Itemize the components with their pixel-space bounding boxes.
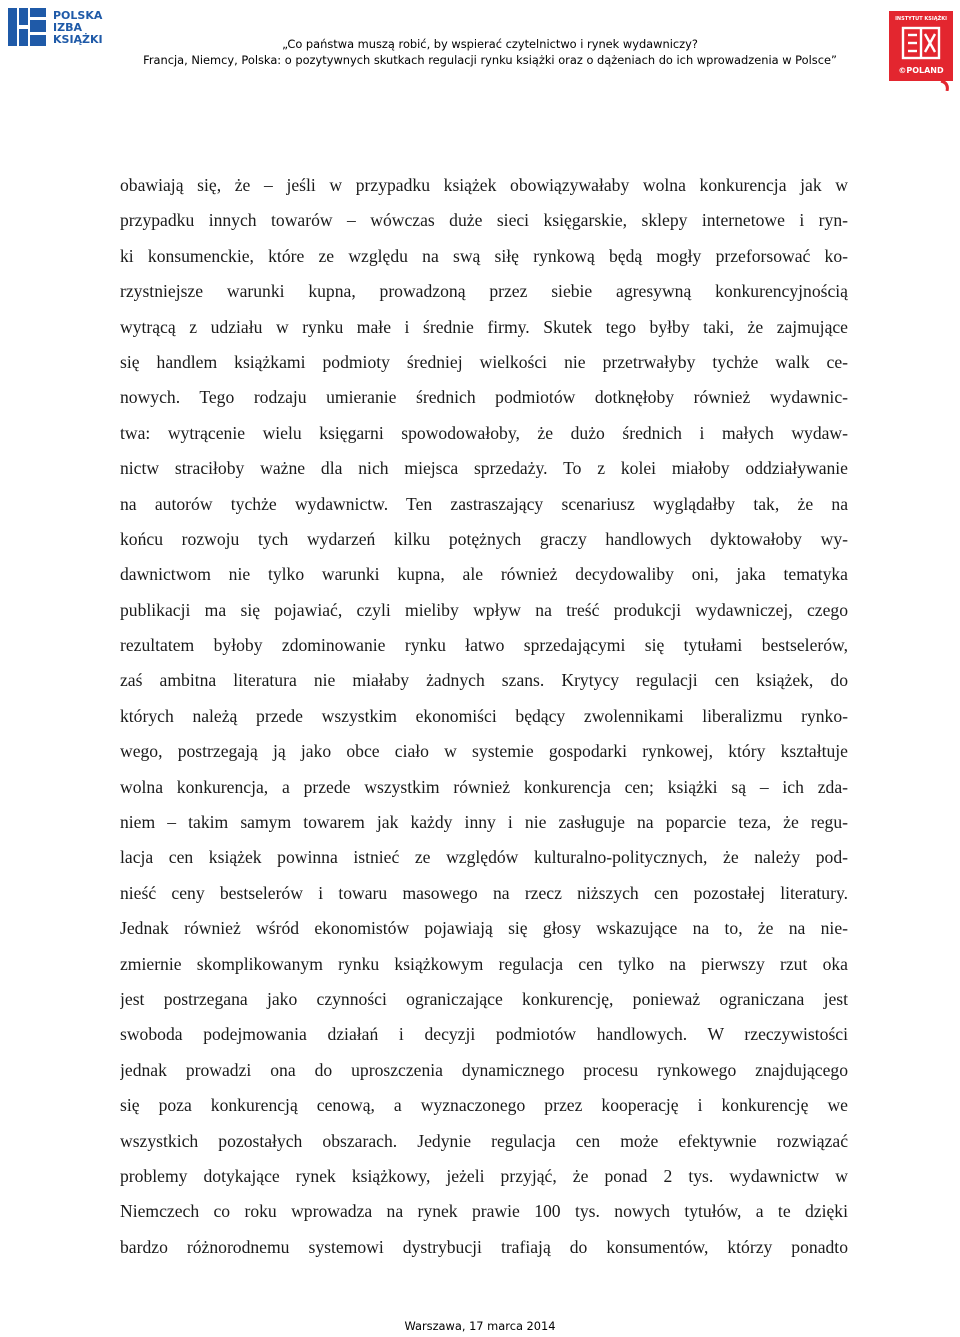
text-segment: twa: wytrącenie wielu księgarni spowodowałoby, że dużo średnich i małych wydaw- (120, 422, 848, 443)
text-segment: nowych. Tego rodzaju umieranie średnich podmiotów dotknęłoby również wydawnic- (120, 387, 848, 408)
text-line (120, 451, 848, 486)
text-segment: problemy dotykające rynek książkowy, jeżeli przyjąć, że ponad 2 tys. wydawnictw w (120, 1165, 848, 1186)
logo-mark-icon (8, 8, 46, 46)
text-segment: swoboda podejmowania działań i decyzji podmiotów handlowych. W rzeczywistości (120, 1024, 848, 1045)
text-segment: dawnictwom nie tylko warunki kupna, ale również decydowaliby oni, jaka tematyka (120, 564, 848, 585)
header-title-line2: Francja, Niemcy, Polska: o pozytywnych skutkach regulacji rynku książki oraz o dążeniach do ich wprowadzenia w Polsce” (143, 53, 837, 67)
footer-place-date: Warszawa, 17 marca 2014 (404, 1319, 556, 1333)
text-segment: publikacji ma się pojawiać, czyli mieliby wpływ na treść produkcji wydawniczej, czego (120, 599, 848, 620)
text-segment: wytrącą z udziału w rynku małe i średnie firmy. (120, 316, 544, 337)
logo-right-top-text: INSTYTUT KSIĄŻKI (895, 16, 947, 22)
text-line (120, 805, 848, 840)
text-segment: zmiernie skomplikowanym rynku książkowym regulacja cen tylko na pierwszy rzut oka (120, 953, 848, 974)
text-line (120, 239, 848, 274)
text-line (120, 203, 848, 238)
text-line (120, 982, 848, 1017)
text-segment: rezultatem byłoby zdominowanie rynku łatwo sprzedającymi się tytułami bestselerów, (120, 635, 848, 656)
text-segment: się handlem książkami podmioty średniej wielkości nie przetrwałyby tychże walk ce- (120, 351, 848, 372)
text-line (120, 911, 848, 946)
text-line (120, 522, 848, 557)
text-line (120, 168, 848, 203)
text-segment: wego, postrzegają ją jako obce ciało w systemie gospodarki rynkowej, który kształtuje (120, 741, 848, 762)
header-title-line1: „Co państwa muszą robić, by wspierać czytelnictwo i rynek wydawniczy? (282, 37, 698, 51)
text-line (120, 947, 848, 982)
text-segment: na autorów tychże wydawnictw. Ten zastraszający scenariusz wyglądałby tak, że na (120, 493, 848, 514)
text-segment: przypadku innych towarów – wówczas duże sieci księgarskie, sklepy internetowe i ryn- (120, 210, 848, 231)
text-line (120, 1230, 848, 1265)
text-line (120, 1053, 848, 1088)
text-line (120, 487, 848, 522)
text-segment: zaś ambitna literatura nie miałaby żadnych szans. Krytycy regulacji cen książek, do (120, 670, 848, 691)
text-segment: nieść ceny bestselerów i towaru masowego na rzecz niższych cen pozostałej literatury. (120, 882, 848, 903)
text-line (120, 416, 848, 451)
text-segment: Skutek tego byłby taki, że zajmujące (543, 316, 848, 337)
text-line (120, 1124, 848, 1159)
text-line (120, 310, 848, 345)
text-segment: jest postrzegana jako czynności ograniczające konkurencję, ponieważ ograniczana jest (120, 988, 848, 1009)
text-segment: nictw straciłoby ważne dla nich miejsca sprzedaży. To z kolei miałoby oddziaływanie (120, 458, 848, 479)
instytut-ksiazki-logo (889, 11, 953, 91)
text-segment: wszystkich pozostałych obszarach. Jedynie regulacja cen może efektywnie rozwiązać (120, 1130, 848, 1151)
text-line (120, 699, 848, 734)
text-segment: Jednak również wśród ekonomistów pojawiają się głosy wskazujące na to, że na nie- (120, 918, 848, 939)
text-line (120, 1159, 848, 1194)
text-line (120, 593, 848, 628)
text-segment: wolna konkurencja, a przede wszystkim również konkurencja cen; książki są – ich zda- (120, 776, 848, 797)
text-line (120, 380, 848, 415)
text-line (120, 1017, 848, 1052)
text-segment: jednak prowadzi ona do uproszczenia dynamicznego procesu rynkowego znajdującego (120, 1059, 848, 1080)
text-segment: się poza konkurencją cenową, a wyznaczonego przez kooperację i konkurencję we (120, 1095, 848, 1116)
text-segment: ki konsumenckie, które ze względu na swą siłę rynkową będą mogły przeforsować ko- (120, 245, 848, 266)
logo-text-line1: POLSKA (53, 9, 103, 22)
text-segment: obawiają się, że – jeśli w przypadku książek obowiązywałaby wolna konkurencja jak w (120, 175, 848, 195)
text-segment: końcu rozwoju tych wydarzeń kilku potężnych graczy handlowych dyktowałoby wy- (120, 528, 848, 549)
text-segment: Niemczech co roku wprowadza na rynek prawie 100 tys. nowych tytułów, a te dzięki (120, 1201, 848, 1222)
text-line (120, 840, 848, 875)
logo-text-line3: KSIĄŻKI (53, 33, 103, 46)
logo-corner-curl-icon (941, 81, 947, 91)
text-line (120, 734, 848, 769)
text-line (120, 1088, 848, 1123)
body-text (120, 168, 848, 1265)
text-line (120, 1194, 848, 1229)
text-line (120, 628, 848, 663)
polska-izba-ksiazki-logo (8, 8, 126, 46)
text-segment: których należą przede wszystkim ekonomiści będący zwolennikami liberalizmu rynko- (120, 705, 848, 726)
text-segment: lacja cen książek powinna istnieć ze względów kulturalno-politycznych, że należy pod- (120, 847, 848, 868)
text-line (120, 345, 848, 380)
text-segment: rzystniejsze warunki kupna, prowadzoną przez siebie agresywną konkurencyjnością (120, 281, 848, 302)
text-line (120, 274, 848, 309)
text-line (120, 663, 848, 698)
text-line (120, 557, 848, 592)
text-line (120, 876, 848, 911)
text-segment: bardzo różnorodnemu systemowi dystrybucji trafiają do konsumentów, którzy ponadto (120, 1236, 848, 1257)
logo-text-line2: IZBA (53, 21, 82, 34)
text-line (120, 770, 848, 805)
text-segment: niem – takim samym towarem jak każdy inny i nie zasługuje na poparcie teza, że regu- (120, 812, 848, 833)
logo-right-bottom-text: ©POLAND (898, 66, 944, 75)
